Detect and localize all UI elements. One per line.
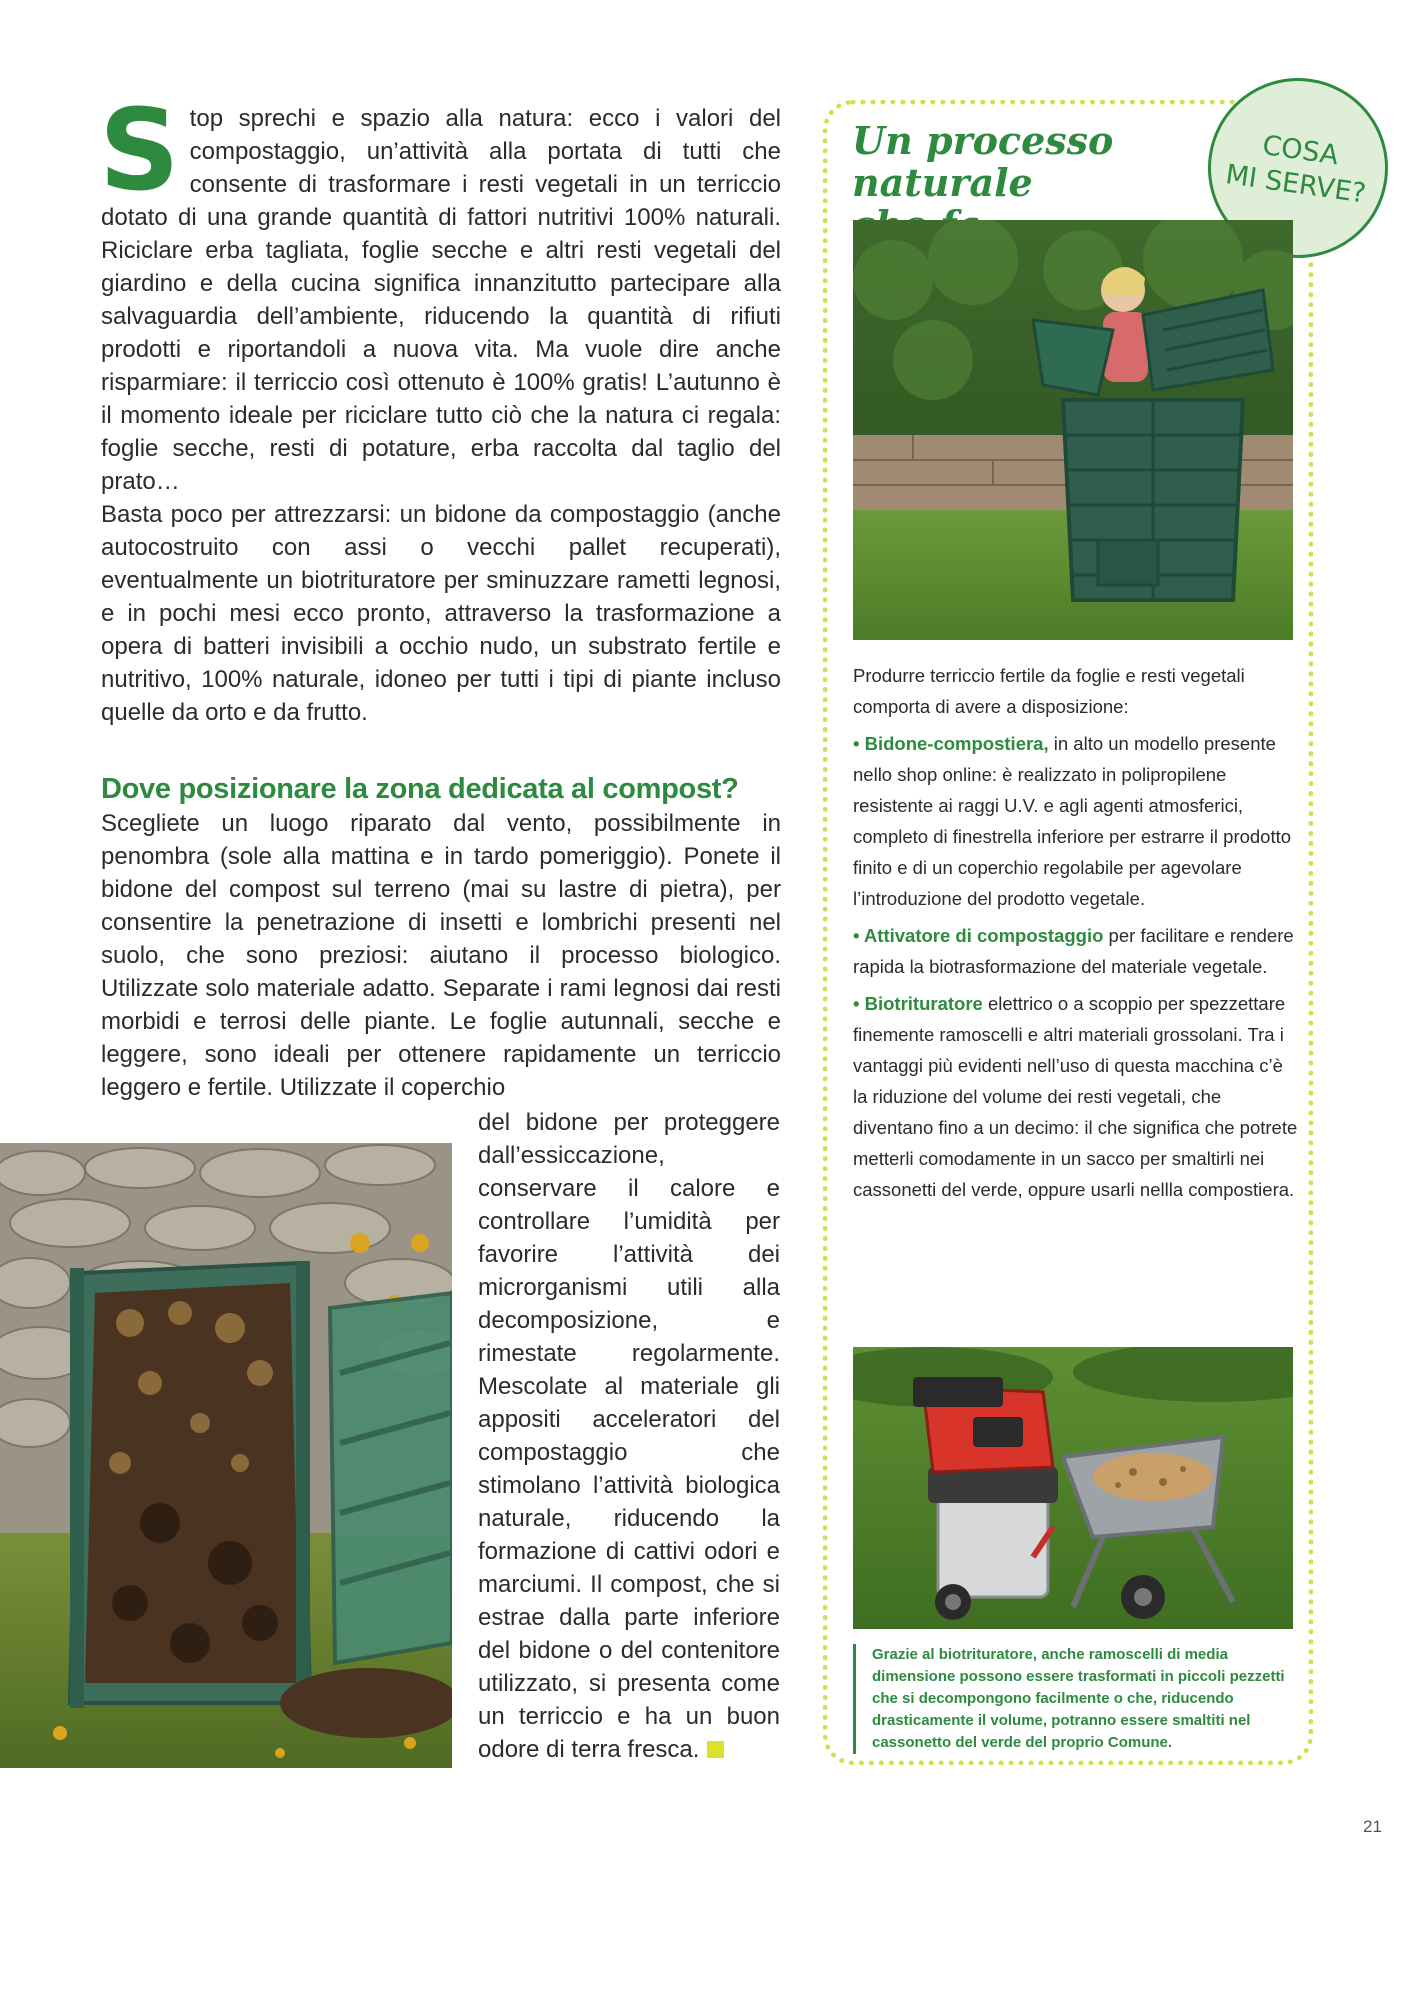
compost-bin-woman-illustration	[853, 220, 1293, 640]
section-continued-text: del bidone per proteggere dall’essiccazione, conservare il calore e controllare l’umidità per favorire l’attività dei microrganismi utili alla decomposizione, e rimestate regolarmente. Mescolate al materiale gli appositi acceleratori del compostaggio che stimolano l’attività biologica naturale, riducendo la formazione di cattivi odori e marciumi. Il compost, che si estrae dalla parte inferiore del bidone o del contenitore utilizzato, si presenta come un terriccio e ha un buon odore di terra fresca.	[478, 1109, 780, 1763]
sidebar-item-text: elettrico o a scoppio per spezzettare finemente ramoscelli e altri materiali grossolani. Tra i vantaggi più evidenti nell’uso di questa macchina c’è la riduzione del volume dei resti vegetali, che diventano fino a un decimo: il che significa che potrete metterli comodamente in un sacco per smaltirli nei cassonetti del verde, oppure usarli nellla compostiera.	[853, 993, 1298, 1200]
end-mark	[707, 1741, 724, 1758]
section-paragraph: Scegliete un luogo riparato dal vento, possibilmente in penombra (sole alla mattina e in tardo pomeriggio). Ponete il bidone del compost sul terreno (mai su lastre di pietra), per consentire la penetrazione di insetti e lombrichi presenti nel suolo, che sono preziosi: aiutano il processo biologico. Utilizzate solo materiale adatto. Separate i rami legnosi dai resti morbidi e terrosi delle piante. Le foglie autunnali, secche e leggere, sono ideali per ottenere rapidamente un terriccio leggero e fertile. Utilizzate il coperchio	[101, 810, 781, 1101]
intro-text: top sprechi e spazio alla natura: ecco i valori del compostaggio, un’attività alla portata di tutti che consente di trasformare i resti vegetali in un terriccio dotato di una grande quantità di fattori nutritivi 100% naturali. Riciclare erba tagliata, foglie secche e altri resti vegetali del giardino e della cucina significa innanzitutto partecipare alla salvaguardia dell’ambiente, riducendo la quantità di rifiuti prodotti e riportandoli a nuova vita. Ma vuole dire anche risparmiare: il terriccio così ottenuto è 100% gratis! L’autunno è il momento ideale per riciclare tutto ciò che la natura ci regala: foglie secche, resti di potature, erba raccolta dal taglio del prato…	[101, 105, 781, 495]
sidebar-item-attivatore	[853, 920, 1298, 982]
sidebar-item-lead: • Biotrituratore	[853, 993, 983, 1014]
shredder-photo	[853, 1347, 1293, 1629]
sidebar-item-text: per facilitare e rendere rapida la biotrasformazione del materiale vegetale.	[853, 925, 1294, 977]
drop-cap: S	[99, 86, 180, 216]
intro-paragraph-2: Basta poco per attrezzarsi: un bidone da compostaggio (anche autocostruito con assi o vecchi pallet recuperati), eventualmente un biotrituratore per sminuzzare rametti legnosi, e in pochi mesi ecco pronto, attraverso la trasformazione a opera di batteri invisibili a occhio nudo, un substrato fertile e nutritivo, 100% naturale, idoneo per tutti i tipi di piante incluso quelle da orto e da frutto.	[101, 501, 781, 726]
sidebar-item-bidone	[853, 728, 1298, 914]
sidebar-text	[853, 660, 1298, 1211]
section-paragraph-continued	[478, 1106, 780, 1766]
sidebar-item-biotrituratore	[853, 988, 1298, 1205]
compost-bin-woman-photo	[853, 220, 1293, 640]
main-article	[99, 86, 781, 1104]
shredder-caption: Grazie al biotrituratore, anche ramoscelli di media dimensione possono essere trasformati in piccoli pezzetti che si decompongono facilmente o che, riducendo drasticamente il volume, potranno essere smaltiti nel cassonetto del verde del proprio Comune.	[853, 1644, 1292, 1754]
sidebar-item-lead: • Bidone-compostiera,	[853, 733, 1049, 754]
badge-line1: COSA	[1260, 130, 1341, 172]
page-number: 21	[1363, 1817, 1382, 1836]
intro-paragraph	[99, 86, 781, 498]
compost-bin-photo	[0, 1143, 452, 1768]
section-heading: Dove posizionare la zona dedicata al compost?	[101, 773, 739, 805]
badge-line2: MI SERVE?	[1223, 159, 1368, 210]
sidebar-title-line1: Un processo naturale	[852, 118, 1114, 205]
shredder-illustration	[853, 1347, 1293, 1629]
compost-bin-illustration	[0, 1143, 452, 1768]
sidebar-item-text: in alto un modello presente nello shop online: è realizzato in polipropilene resistente ai raggi U.V. e agli agenti atmosferici, completo di finestrella inferiore per estrarre il prodotto finito e di un coperchio regolabile per agevolare l’introduzione del prodotto vegetale.	[853, 733, 1292, 909]
sidebar-intro: Produrre terriccio fertile da foglie e resti vegetali comporta di avere a disposizione:	[853, 665, 1245, 717]
sidebar-item-lead: • Attivatore di compostaggio	[853, 925, 1104, 946]
